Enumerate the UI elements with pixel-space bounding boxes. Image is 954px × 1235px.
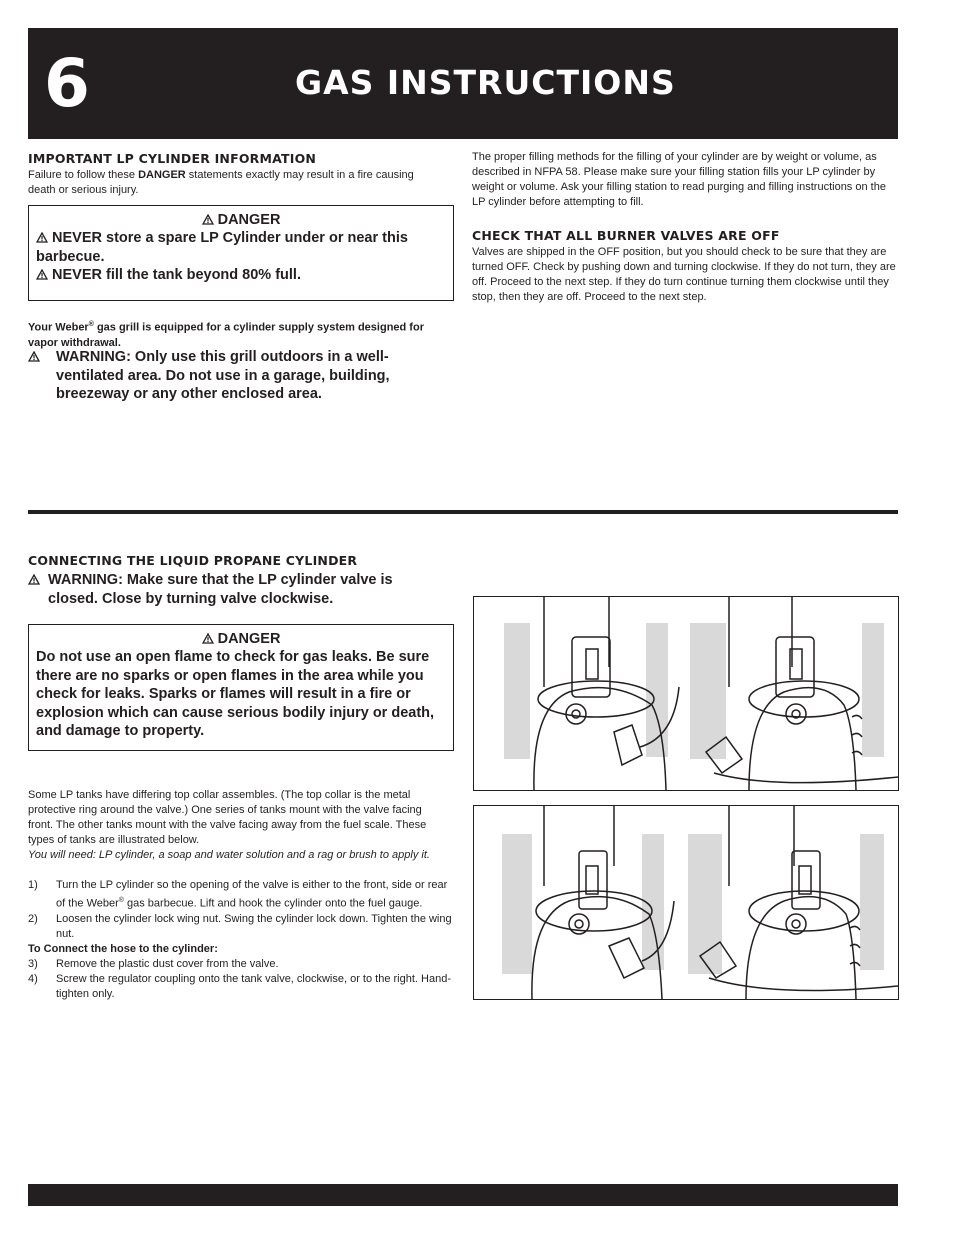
illustration-valve-away <box>473 805 899 1000</box>
valves-text: Valves are shipped in the OFF position, but you should check to be sure that they are turned OFF. Check by pushing down and turning clockwise. If they do not turn, they are off. Proceed to the next step. If they do turn continue turning them clockwise until they stop, then they are off. Proceed to the next step. <box>472 246 896 303</box>
warning-triangle-icon <box>36 232 48 243</box>
lp-info-intro: Failure to follow these DANGER statements exactly may result in a fire causing death or serious injury. <box>28 169 414 196</box>
warning-triangle-icon <box>36 269 48 280</box>
lp-info-heading: IMPORTANT LP CYLINDER INFORMATION <box>28 151 317 166</box>
page-title: GAS INSTRUCTIONS <box>295 63 676 102</box>
section-divider <box>28 510 898 514</box>
filling-text: The proper filling methods for the filling of your cylinder are by weight or volume, as described in NFPA 58. Please make sure your filling station fills your LP cylinder by weight or volume. Ask your filling station to read purging and filling instructions on the LP cylinder before attempting to fill. <box>472 151 886 208</box>
danger-flame-text: Do not use an open flame to check for gas leaks. Be sure there are no sparks or open flames in the area while you check for leaks. Sparks or flames will result in a fire or explosion which can cause serious bodily injury or death, and damage to property. <box>36 649 435 739</box>
illustration-valve-front <box>473 596 899 791</box>
list-item: 3) Remove the plastic dust cover from the valve. <box>28 957 279 970</box>
warning-triangle-icon <box>202 633 214 644</box>
footer-bar <box>28 1184 898 1206</box>
valve-closed-warning: WARNING: Make sure that the LP cylinder valve is closed. Close by turning valve clockwise. <box>28 571 428 608</box>
list-item: 2) Loosen the cylinder lock wing nut. Swing the cylinder lock down. Tighten the wing nut. <box>28 912 452 940</box>
outdoor-warning: WARNING: Only use this grill outdoors in a well-ventilated area. Do not use in a garage, building, breezeway or any other enclosed area. <box>28 348 428 404</box>
warning-triangle-icon <box>28 351 40 362</box>
collar-text: Some LP tanks have differing top collar assembles. (The top collar is the metal protective ring around the valve.) One series of tanks mount with the valve facing front. The other tanks mount with the valve facing away from the fuel scale. These types of tanks are illustrated below. <box>28 789 427 846</box>
page-number: 6 <box>44 45 90 122</box>
steps-list <box>28 878 454 1002</box>
valves-heading: CHECK THAT ALL BURNER VALVES ARE OFF <box>472 228 780 243</box>
connecting-heading: CONNECTING THE LIQUID PROPANE CYLINDER <box>28 553 358 568</box>
danger-line-fill: NEVER fill the tank beyond 80% full. <box>36 266 446 285</box>
warning-triangle-icon <box>28 574 40 585</box>
danger-title: DANGER <box>36 630 446 648</box>
danger-line-storage: NEVER store a spare LP Cylinder under or near this barbecue. <box>36 230 408 265</box>
list-item: 1) Turn the LP cylinder so the opening of the valve is either to the front, side or rear of the Weber® gas barbecue. Lift and hook the cylinder onto the fuel gauge. <box>28 879 448 910</box>
lp-cylinder-illustration <box>474 806 898 999</box>
lp-cylinder-illustration <box>474 597 898 790</box>
warning-triangle-icon <box>202 214 214 225</box>
danger-box-flame <box>28 624 454 751</box>
danger-title: DANGER <box>36 211 446 229</box>
list-item: 4) Screw the regulator coupling onto the tank valve, clockwise, or to the right. Hand-tighten only. <box>28 972 451 1000</box>
you-will-need-text: You will need: LP cylinder, a soap and water solution and a rag or brush to apply it. <box>28 849 430 861</box>
danger-box-storage <box>28 205 454 301</box>
hose-heading: To Connect the hose to the cylinder: <box>28 942 218 955</box>
supply-system-text: Your Weber® gas grill is equipped for a cylinder supply system designed for vapor withdrawal. <box>28 321 424 349</box>
